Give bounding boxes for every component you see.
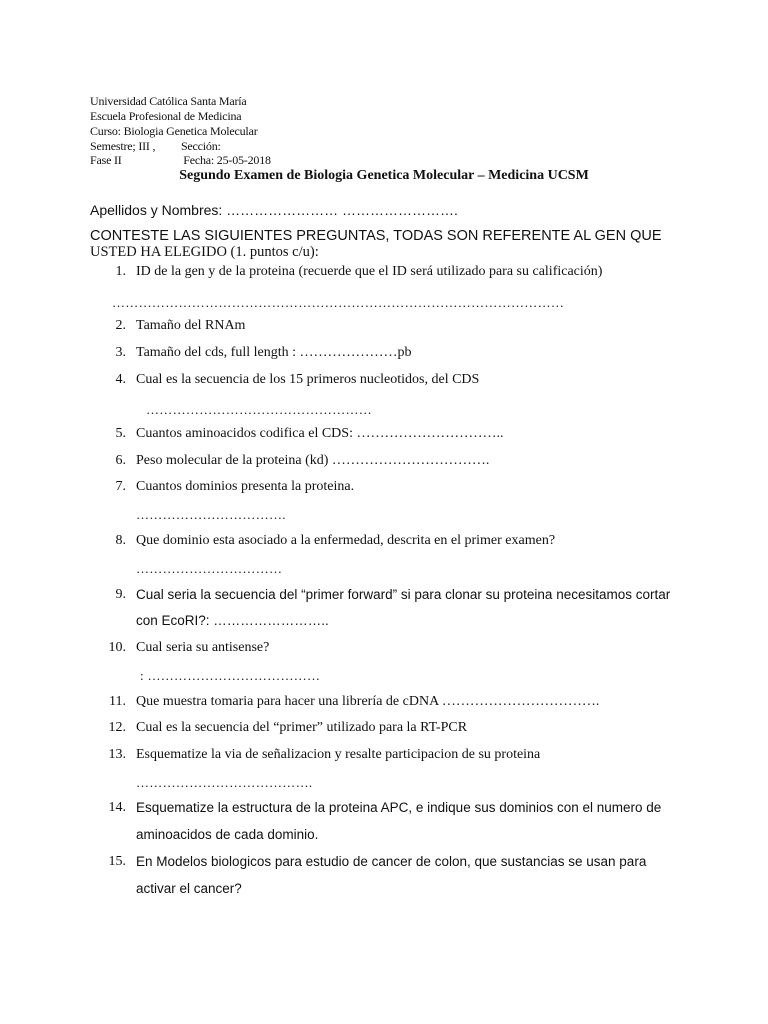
question-text: Que muestra tomaria para hacer una librería de cDNA ……………………………. xyxy=(136,694,600,709)
answer-line-1: ………………………………………………………………………………………… xyxy=(112,295,565,310)
question-text: Cual seria la secuencia del “primer forward” si para clonar su proteina necesitamos cortar xyxy=(136,587,671,602)
question-number: 11. xyxy=(109,694,126,709)
question-number: 15. xyxy=(108,854,126,869)
question-text: ID de la gen y de la proteina (recuerde que el ID será utilizado para su calificación) xyxy=(136,264,603,279)
university-name: Universidad Católica Santa María xyxy=(90,94,247,108)
question-number: 3. xyxy=(115,345,126,360)
answer-line-7: ……………………………. xyxy=(136,507,286,522)
question-text: Cual es la secuencia de los 15 primeros nucleotidos, del CDS xyxy=(136,372,480,387)
exam-title: Segundo Examen de Biologia Genetica Molecular – Medicina UCSM xyxy=(179,168,589,183)
school-name: Escuela Profesional de Medicina xyxy=(90,109,242,123)
question-text-continuation: activar el cancer? xyxy=(136,881,242,896)
question-number: 2. xyxy=(115,318,126,333)
question-text: Peso molecular de la proteina (kd) ……………………………. xyxy=(136,453,490,468)
question-number: 1. xyxy=(115,264,126,279)
instructions-line-1: CONTESTE LAS SIGUIENTES PREGUNTAS, TODAS SON REFERENTE AL GEN QUE xyxy=(90,228,662,244)
answer-line-13: …………………………………. xyxy=(136,775,313,790)
question-number: 6. xyxy=(115,453,126,468)
question-text-continuation: aminoacidos de cada dominio. xyxy=(136,827,319,842)
question-text: Que dominio esta asociado a la enfermedad, descrita en el primer examen? xyxy=(136,533,556,548)
phase-label: Fase II xyxy=(90,153,122,167)
instructions-line-2: USTED HA ELEGIDO (1. puntos c/u): xyxy=(90,244,319,260)
name-field-line: Apellidos y Nombres: …………………… ……………………. xyxy=(90,202,458,218)
question-text: Esquematize la via de señalizacion y resalte participacion de su proteina xyxy=(136,747,541,762)
question-number: 10. xyxy=(108,640,126,655)
answer-line-8: …………………………… xyxy=(136,561,283,576)
question-number: 12. xyxy=(108,720,126,735)
instructions xyxy=(90,228,690,260)
question-number: 5. xyxy=(115,426,126,441)
semester-label: Semestre; III , xyxy=(90,139,156,153)
question-text: Cual seria su antisense? xyxy=(136,640,270,655)
question-text-continuation: con EcoRI?: …………………….. xyxy=(136,613,329,628)
question-text: Cual es la secuencia del “primer” utilizado para la RT-PCR xyxy=(136,720,468,735)
question-number: 14. xyxy=(108,800,126,815)
course-name: Curso: Biologia Genetica Molecular xyxy=(90,124,258,138)
answer-line-4: …………………………………………… xyxy=(146,402,373,417)
question-number: 8. xyxy=(115,533,126,548)
answer-line-10: : ………………………………… xyxy=(140,668,321,683)
question-text: En Modelos biologicos para estudio de cancer de colon, que sustancias se usan para xyxy=(136,854,647,869)
section-label: Sección: xyxy=(180,139,221,153)
question-text: Cuantos aminoacidos codifica el CDS: ………………………….. xyxy=(136,426,504,441)
question-text: Tamaño del RNAm xyxy=(136,318,246,333)
date-label: Fecha: 25-05-2018 xyxy=(183,153,271,167)
question-text: Cuantos dominios presenta la proteina. xyxy=(136,479,355,494)
question-number: 9. xyxy=(115,587,126,602)
question-text: Tamaño del cds, full length : …………………pb xyxy=(136,345,412,360)
question-text: Esquematize la estructura de la proteina APC, e indique sus dominios con el numero de xyxy=(136,800,662,815)
semester-line xyxy=(90,139,221,153)
question-number: 13. xyxy=(108,747,126,762)
phase-line xyxy=(90,153,271,167)
question-number: 7. xyxy=(115,479,126,494)
question-number: 4. xyxy=(115,372,126,387)
